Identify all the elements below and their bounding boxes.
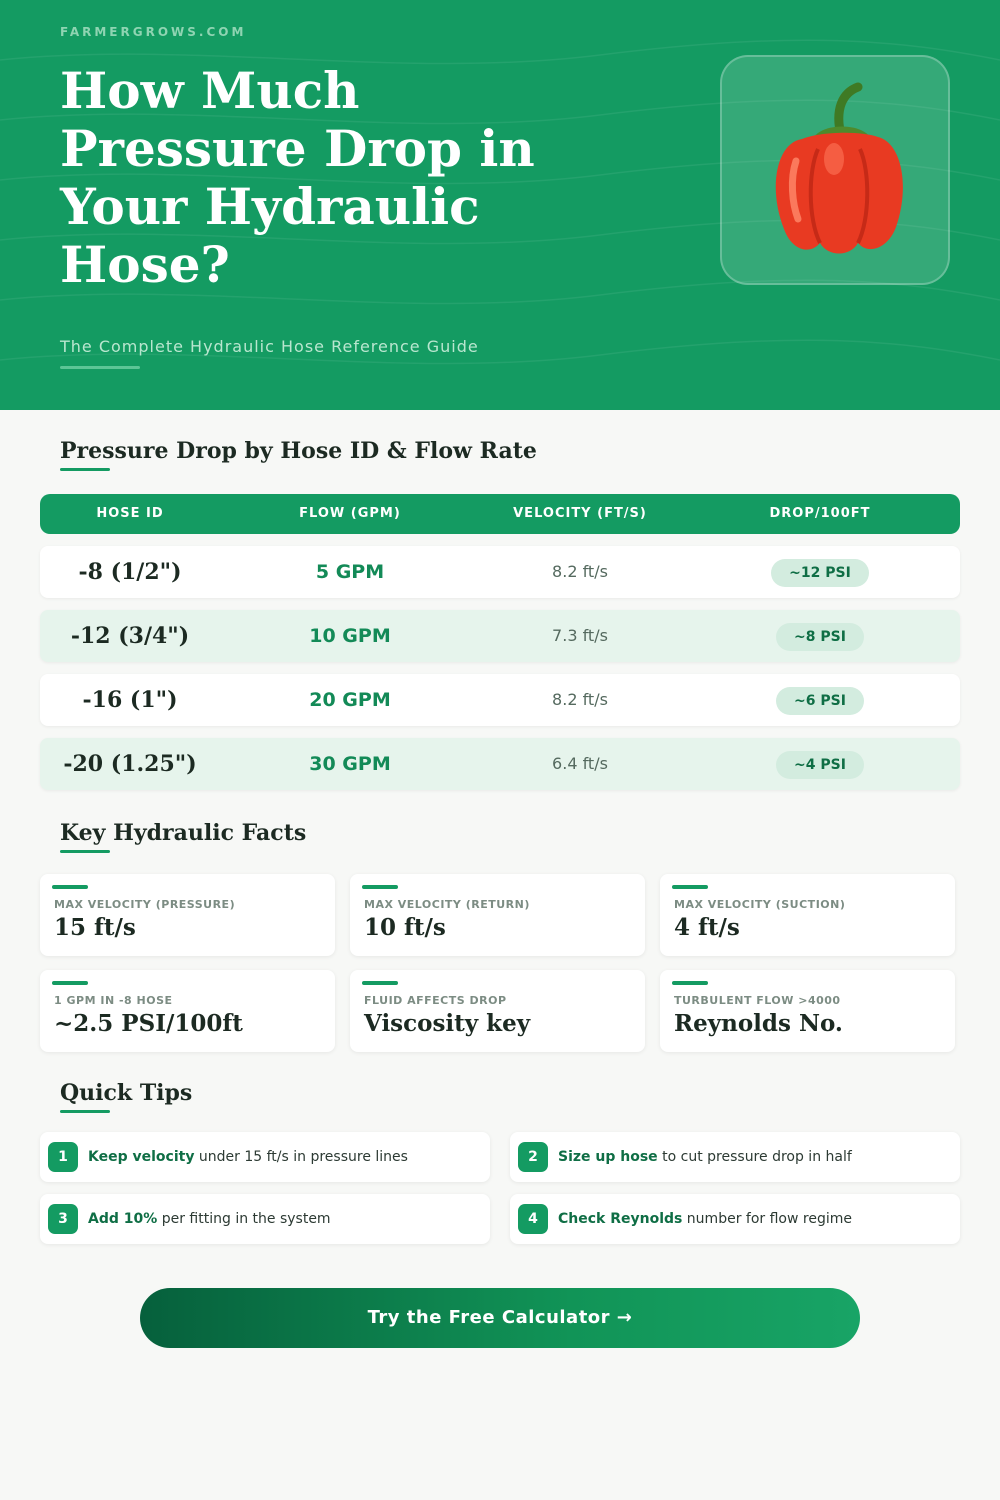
fact-value: 4 ft/s [674,914,740,941]
cell-drop [730,674,910,726]
drop-badge: ~6 PSI [776,687,864,715]
table-header [40,494,960,534]
fact-card [660,874,955,956]
tip-body: to cut pressure drop in half [657,1149,852,1165]
page-title: How Much Pressure Drop in Your Hydraulic Hose? [60,61,535,294]
fact-card [350,874,645,956]
site-name: FARMERGROWS.COM [60,25,247,39]
tip-highlight: Size up hose [558,1149,658,1165]
tip-text [88,1132,408,1182]
fact-value: Reynolds No. [674,1010,843,1037]
fact-accent-bar [52,885,88,889]
tip-body: per fitting in the system [157,1211,331,1227]
hero-banner [0,0,1000,410]
cell-hose-id: -16 (1") [82,687,178,713]
cell-drop [730,738,910,790]
bell-pepper-icon [762,79,912,264]
fact-accent-bar [672,885,708,889]
hero-image-card [720,55,950,285]
fact-card [660,970,955,1052]
header-drop: DROP/100FT [769,506,871,521]
tip-number-badge: 4 [518,1204,548,1234]
fact-label: TURBULENT FLOW >4000 [674,994,841,1007]
fact-label: MAX VELOCITY (PRESSURE) [54,898,236,911]
fact-value: 10 ft/s [364,914,446,941]
cell-drop [730,546,910,598]
table-row [40,674,960,726]
fact-accent-bar [52,981,88,985]
cell-flow: 30 GPM [309,753,391,775]
table-row [40,738,960,790]
fact-value: ~2.5 PSI/100ft [54,1010,243,1037]
tip-number-badge: 1 [48,1142,78,1172]
tip-body: under 15 ft/s in pressure lines [194,1149,408,1165]
header-velocity: VELOCITY (FT/S) [513,506,647,521]
table-section-title: Pressure Drop by Hose ID & Flow Rate [60,438,537,464]
cell-velocity: 8.2 ft/s [552,690,608,709]
tip-card [510,1132,960,1182]
fact-accent-bar [672,981,708,985]
cell-hose-id: -8 (1/2") [78,559,182,585]
fact-card [40,970,335,1052]
fact-card [350,970,645,1052]
fact-label: MAX VELOCITY (SUCTION) [674,898,846,911]
fact-accent-bar [362,885,398,889]
tip-card [510,1194,960,1244]
tip-card [40,1132,490,1182]
cell-flow: 5 GPM [315,561,385,583]
facts-section-underline [60,850,110,853]
cell-velocity: 8.2 ft/s [552,562,608,581]
subtitle-underline [60,366,140,369]
tip-body: number for flow regime [682,1211,852,1227]
drop-badge: ~4 PSI [776,751,864,779]
header-hose-id: HOSE ID [96,506,164,521]
drop-badge: ~8 PSI [776,623,864,651]
tip-highlight: Add 10% [88,1211,158,1227]
cell-flow: 10 GPM [309,625,391,647]
fact-label: MAX VELOCITY (RETURN) [364,898,530,911]
cell-hose-id: -20 (1.25") [63,751,197,777]
table-section-underline [60,468,110,471]
page-subtitle: The Complete Hydraulic Hose Reference Guide [60,337,479,356]
cell-velocity: 7.3 ft/s [552,626,608,645]
drop-badge: ~12 PSI [771,559,869,587]
cell-flow: 20 GPM [309,689,391,711]
tips-section-underline [60,1110,110,1113]
tip-highlight: Check Reynolds [558,1211,683,1227]
cell-hose-id: -12 (3/4") [70,623,190,649]
cell-velocity: 6.4 ft/s [552,754,608,773]
tips-section-title: Quick Tips [60,1080,193,1106]
fact-label: FLUID AFFECTS DROP [364,994,507,1007]
fact-label: 1 GPM IN -8 HOSE [54,994,173,1007]
header-flow: FLOW (GPM) [299,506,401,521]
tip-card [40,1194,490,1244]
calculator-cta-button[interactable]: Try the Free Calculator → [140,1288,860,1348]
tip-number-badge: 2 [518,1142,548,1172]
fact-accent-bar [362,981,398,985]
tip-number-badge: 3 [48,1204,78,1234]
fact-card [40,874,335,956]
tip-text [558,1194,852,1244]
table-row [40,546,960,598]
fact-value: Viscosity key [364,1010,531,1037]
cell-drop [730,610,910,662]
tip-text [88,1194,331,1244]
facts-section-title: Key Hydraulic Facts [60,820,307,846]
fact-value: 15 ft/s [54,914,136,941]
tip-text [558,1132,852,1182]
table-row [40,610,960,662]
tip-highlight: Keep velocity [88,1149,195,1165]
